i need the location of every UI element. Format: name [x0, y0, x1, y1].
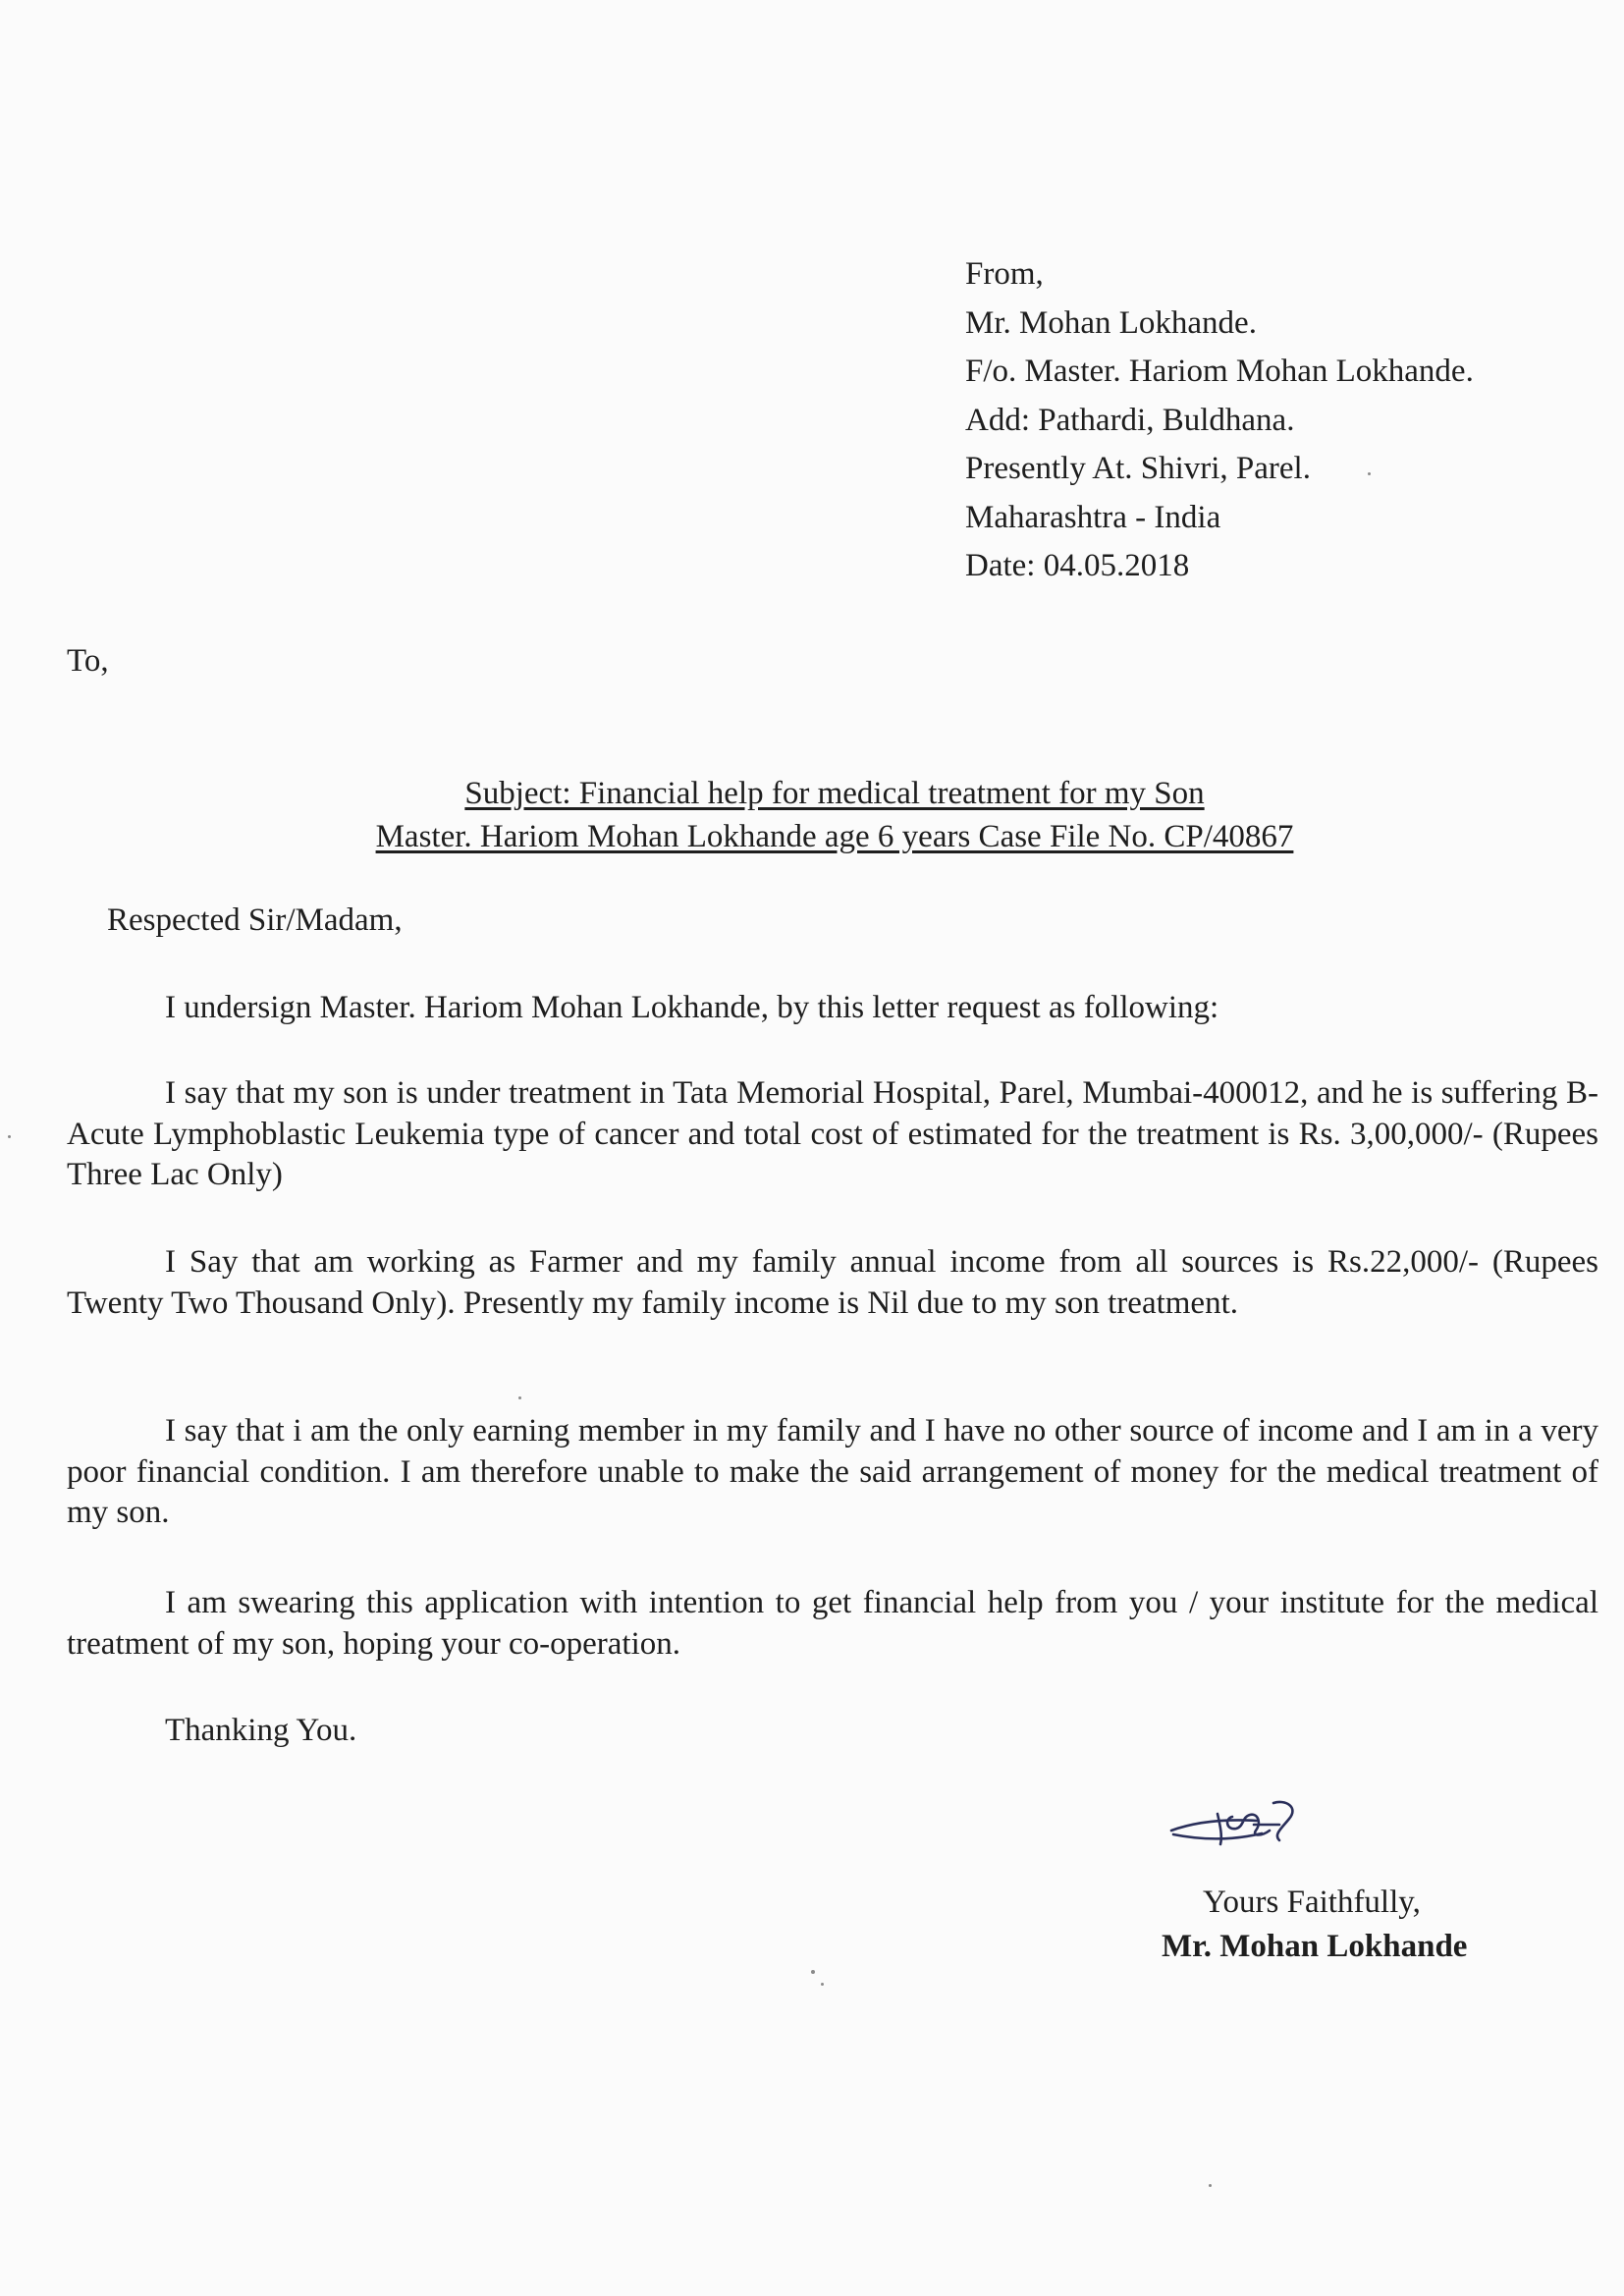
sender-name-line: Mr. Mohan Lokhande.	[965, 304, 1257, 341]
paragraph-income: I Say that am working as Farmer and my family annual income from all sources is Rs.22,000/- (Rupees Twenty Two Thousand Only). Presently my family income is Nil due to my son treatment.	[67, 1244, 1598, 1321]
paragraph-financial-condition: I say that i am the only earning member in my family and I have no other source of income and I am in a very poor financial condition. I am therefore unable to make the said arrangement of money for the medical treatment of my son.	[67, 1413, 1598, 1530]
scan-speck	[518, 1396, 521, 1399]
sender-address-block	[965, 250, 1594, 591]
paragraph-request: I am swearing this application with intention to get financial help from you / your institute for the medical treatment of my son, hoping your co-operation.	[67, 1585, 1598, 1662]
thanks-line: Thanking You.	[165, 1713, 357, 1748]
scan-speck	[811, 1970, 815, 1974]
sender-state-country: Maharashtra - India	[965, 499, 1221, 535]
scan-speck	[1209, 2184, 1212, 2187]
salutation: Respected Sir/Madam,	[107, 902, 403, 938]
subject-line-1: Subject: Financial help for medical treatment for my Son	[464, 776, 1205, 811]
to-label: To,	[67, 643, 109, 679]
sender-relation: F/o. Master. Hariom Mohan Lokhande.	[965, 354, 1474, 389]
scan-speck	[1368, 472, 1371, 475]
scan-speck	[8, 1135, 11, 1138]
handwritten-signature	[1164, 1779, 1340, 1858]
paragraph-treatment: I say that my son is under treatment in Tata Memorial Hospital, Parel, Mumbai-400012, and he is suffering B-Acute Lymphoblastic Leukemia type of cancer and total cost of estimated for the treatment is Rs. 3,00,000/- (Rupees Three Lac Only)	[67, 1075, 1598, 1192]
from-label: From,	[965, 256, 1044, 292]
sender-present-address: Presently At. Shivri, Parel.	[965, 451, 1311, 486]
scan-speck	[821, 1983, 824, 1986]
paragraph-intro: I undersign Master. Hariom Mohan Lokhande, by this letter request as following:	[165, 990, 1219, 1025]
closing-sign-off: Yours Faithfully,	[1203, 1885, 1421, 1920]
letter-date: Date: 04.05.2018	[965, 548, 1190, 583]
subject-line-2: Master. Hariom Mohan Lokhande age 6 years Case File No. CP/40867	[375, 819, 1294, 854]
sender-address: Add: Pathardi, Buldhana.	[965, 402, 1295, 438]
subject-block	[0, 772, 1624, 858]
signatory-name: Mr. Mohan Lokhande	[1162, 1929, 1468, 1964]
